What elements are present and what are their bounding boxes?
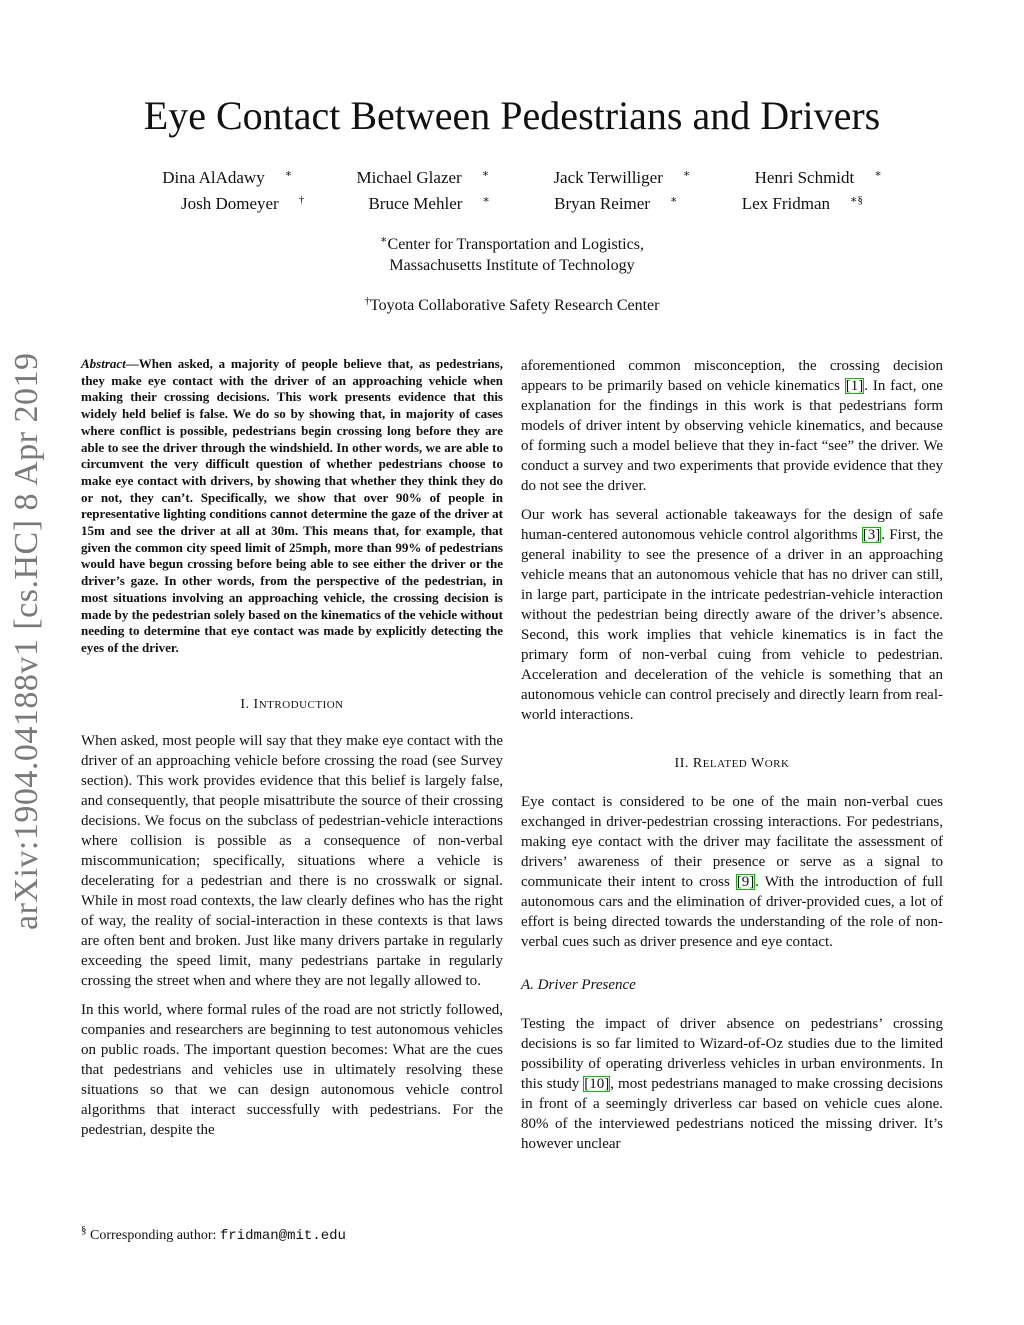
author-email[interactable]: fridman@mit.edu — [219, 1228, 346, 1244]
section-heading-related-work: II. RELATED WORK — [674, 756, 790, 771]
author-list — [0, 168, 1024, 220]
author: Josh Domeyer † — [180, 194, 305, 213]
citation-link[interactable]: [10] — [584, 1076, 610, 1092]
left-column — [81, 356, 503, 1149]
affiliation-toyota: †Toyota Collaborative Safety Research Center — [364, 295, 660, 314]
author: Michael Glazer ∗ — [356, 168, 490, 187]
citation-link[interactable]: [3] — [862, 527, 881, 543]
paragraph: When asked, most people will say that they make eye contact with the driver of an approaching vehicle before crossing the road (see Survey section). This work provides evidence that this belief is largely false, and consequently, that people misattribute the source of their crossing decisions. We focus on the subclass of pedestrian-vehicle interactions where collision is possible as a consequence of non-verbal miscommunication; specifically, situations where a vehicle is decelerating for a pedestrian and there is no crosswalk or signal. While in most road contexts, the law clearly defines who has the right of way, the reality of social-interaction in these contexts is that laws are often bent and broken. Just like many drivers partake in regularly exceeding the speed limit, many pedestrians partake in regularly crossing the street when and where they are not legally allowed to. — [81, 732, 503, 989]
author-row-1 — [0, 168, 1024, 188]
abstract: Abstract—When asked, a majority of people believe that, as pedestrians, they make eye contact with the driver of an approaching vehicle when making their crossing decisions. This work presents evidence that this widely held belief is false. We do so by showing that, in majority of cases where conflict is possible, pedestrians begin crossing long before they are able to see the driver through the windshield. In other words, we are able to circumvent the very difficult question of whether pedestrians choose to make eye contact with drivers, by showing that whether they think they do or not, they can’t. Specifically, we show that over 90% of people in representative lighting conditions cannot determine the gaze of the driver at 15m and see the driver at all at 30m. This means that, for example, that given the common city speed limit of 25mph, more than 99% of pedestrians would have begun crossing before being able to see either the driver or the driver’s gaze. In other words, from the perspective of the pedestrian, in most situations involving an approaching vehicle, the crossing decision is made by the pedestrian solely based on the kinematics of the vehicle without needing to determine that eye contact was made by explicitly detecting the eyes of the driver. — [81, 356, 503, 655]
citation-link[interactable]: [9] — [736, 874, 755, 890]
author: Bryan Reimer ∗ — [554, 194, 678, 213]
paragraph: In this world, where formal rules of the road are not strictly followed, companies and researchers are beginning to test autonomous vehicles on public roads. The important question becomes: What are the cues that pedestrians and vehicles use in ultimately resolving these situations so that we can design autonomous vehicle control algorithms that interact successfully with pedestrians. For the pedestrian, despite the — [81, 1001, 503, 1138]
author: Lex Fridman ∗§ — [741, 194, 863, 213]
arxiv-identifier: arXiv:1904.04188v1 [cs.HC] 8 Apr 2019 — [8, 352, 45, 930]
paragraph: Testing the impact of driver absence on pedestrians’ crossing decisions is so far limited to Wizard-of-Oz studies due to the limited possibility of operating driverless vehicles in urban environments. In this study [10], most pedestrians managed to make crossing decisions in front of a seemingly driverless car based on vehicle cues alone. 80% of the interviewed pedestrians noticed the missing driver. It’s however unclear — [521, 1016, 943, 1152]
paper-title: Eye Contact Between Pedestrians and Drivers — [143, 93, 881, 138]
paragraph: Our work has several actionable takeaways for the design of safe human-centered autonomous vehicle control algorithms [3]. First, the general inability to see the presence of a driver in an approaching vehicle means that an autonomous vehicle that has no driver can still, in large part, participate in the intricate pedestrian-vehicle interaction without the pedestrian being directly aware of the driver’s absence. Second, this work implies that vehicle kinematics is in fact the primary form of non-verbal cuing from vehicle to pedestrian. Acceleration and deceleration of the vehicle is something that an autonomous vehicle can control precisely and directly learn from real-world interactions. — [521, 507, 943, 723]
right-column — [521, 356, 943, 1163]
author: Dina AlAdawy ∗ — [162, 168, 293, 187]
author-row-2 — [0, 194, 1024, 214]
affiliation-mit: ∗Center for Transportation and Logistics, Massachusetts Institute of Technology — [380, 234, 644, 274]
author: Henri Schmidt ∗ — [754, 168, 882, 187]
subsection-heading-driver-presence: A. Driver Presence — [521, 977, 636, 993]
paragraph: aforementioned common misconception, the crossing decision appears to be primarily based on vehicle kinematics [1]. In fact, one explanation for the findings in this work is that pedestrians form models of driver intent by observing vehicle kinematics, and because of forming such a model believe that they in-fact “see” the driver. We conduct a survey and two experiments that provide evidence that they do not see the driver. — [521, 358, 943, 494]
section-heading-introduction: I. INTRODUCTION — [240, 696, 344, 712]
author: Bruce Mehler ∗ — [368, 194, 490, 213]
citation-link[interactable]: [1] — [845, 378, 864, 394]
footnote: § Corresponding author: fridman@mit.edu — [81, 1224, 346, 1244]
paragraph: Eye contact is considered to be one of the main non-verbal cues exchanged in driver-pedestrian crossing interactions. For pedestrians, making eye contact with the driver may facilitate the assessment of drivers’ awareness of their presence or serve as a signal to communicate their intent to cross [9]. With the introduction of full autonomous cars and the elimination of driver-provided cues, a lot of effort is being directed towards the understanding of the role of non-verbal cues such as driver presence and eye contact. — [521, 794, 943, 950]
author: Jack Terwilliger ∗ — [553, 168, 691, 187]
